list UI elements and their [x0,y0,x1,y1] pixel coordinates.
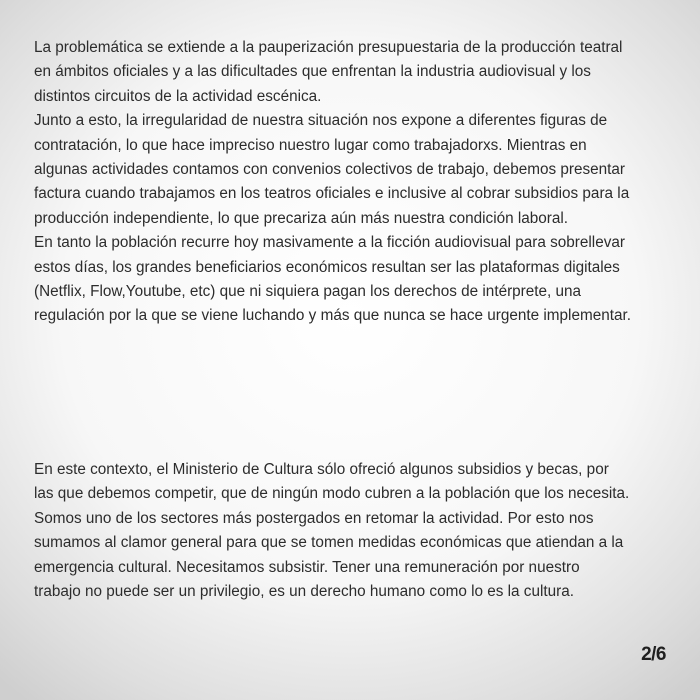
text-line: contratación, lo que hace impreciso nuestro lugar como trabajadorxs. Mientras en [34,136,587,154]
body-text-block-1 [34,36,674,329]
text-line: factura cuando trabajamos en los teatros oficiales e inclusive al cobrar subsidios para la [34,185,630,203]
text-line: producción independiente, lo que precariza aún más nuestra condición laboral. [34,209,569,227]
body-text-block-2 [34,458,674,604]
text-line: las que debemos competir, que de ningún modo cubren a la población que los necesita. [34,485,630,503]
text-line: Junto a esto, la irregularidad de nuestra situación nos expone a diferentes figuras de [34,112,608,130]
page-number: 2/6 [641,644,666,665]
text-line: En tanto la población recurre hoy masivamente a la ficción audiovisual para sobrellevar [34,234,625,252]
text-line: Somos uno de los sectores más postergados en retomar la actividad. Por esto nos [34,509,594,527]
text-line: trabajo no puede ser un privilegio, es un derecho humano como lo es la cultura. [34,583,574,601]
text-line: algunas actividades contamos con convenios colectivos de trabajo, debemos presentar [34,161,625,179]
text-line: sumamos al clamor general para que se tomen medidas económicas que atiendan a la [34,534,624,552]
text-line: (Netflix, Flow,Youtube, etc) que ni siquiera pagan los derechos de intérprete, una [34,283,582,301]
text-line: En este contexto, el Ministerio de Cultura sólo ofreció algunos subsidios y becas, por [34,461,609,478]
text-line: estos días, los grandes beneficiarios económicos resultan ser las plataformas digitales [34,258,620,276]
text-line: en ámbitos oficiales y a las dificultades que enfrentan la industria audiovisual y los [34,63,591,81]
text-line: distintos circuitos de la actividad escénica. [34,87,322,105]
text-line: emergencia cultural. Necesitamos subsistir. Tener una remuneración por nuestro [34,558,580,576]
text-line: La problemática se extiende a la pauperización presupuestaria de la producción teatral [34,39,623,56]
text-line: regulación por la que se viene luchando y más que nunca se hace urgente implementar. [34,307,631,325]
